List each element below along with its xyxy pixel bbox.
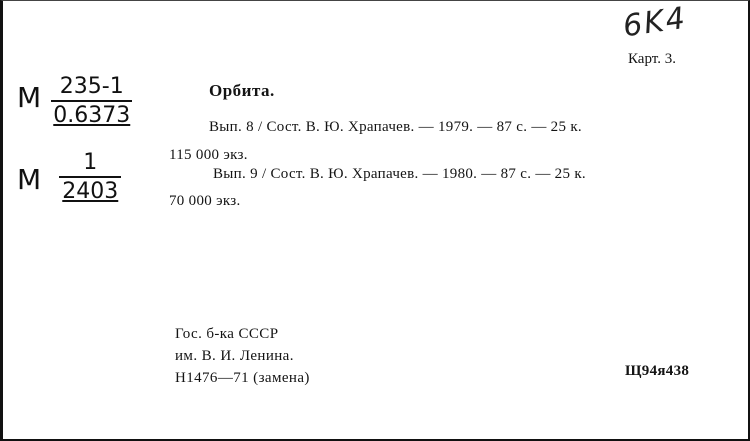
library-line-3: Н1476—71 (замена)	[175, 370, 310, 386]
fraction-bar	[51, 100, 132, 102]
shelfmark-denominator: 0.6373	[53, 103, 131, 128]
title: Орбита.	[209, 81, 275, 100]
library-line-1: Гос. б-ка СССР	[175, 326, 279, 342]
corner-code: 6K4	[620, 0, 689, 45]
classification-code: Щ94я438	[625, 363, 690, 379]
shelfmark-letter: M	[17, 163, 41, 196]
issue-line: Вып. 8 / Сост. В. Ю. Храпачев. — 1979. — 87 с. — 25 к.	[209, 119, 582, 135]
library-line-2: им. В. И. Ленина.	[175, 348, 294, 364]
shelfmark-denominator: 2403	[62, 179, 119, 204]
shelfmark-numerator: 1	[83, 150, 98, 175]
shelfmark-fraction	[59, 151, 121, 204]
card-number: Карт. 3.	[628, 51, 676, 67]
shelfmark-1	[17, 74, 132, 130]
shelfmark-numerator: 235-1	[59, 74, 124, 99]
shelfmark-letter: M	[17, 81, 41, 114]
issue-line: Вып. 9 / Сост. В. Ю. Храпачев. — 1980. — 87 с. — 25 к.	[213, 166, 586, 182]
issue-copies: 115 000 экз.	[169, 147, 248, 163]
shelfmark-fraction	[51, 75, 132, 128]
library-info	[175, 323, 310, 389]
shelfmark-2	[17, 151, 121, 204]
fraction-bar	[59, 176, 121, 178]
issue-copies: 70 000 экз.	[169, 193, 241, 209]
